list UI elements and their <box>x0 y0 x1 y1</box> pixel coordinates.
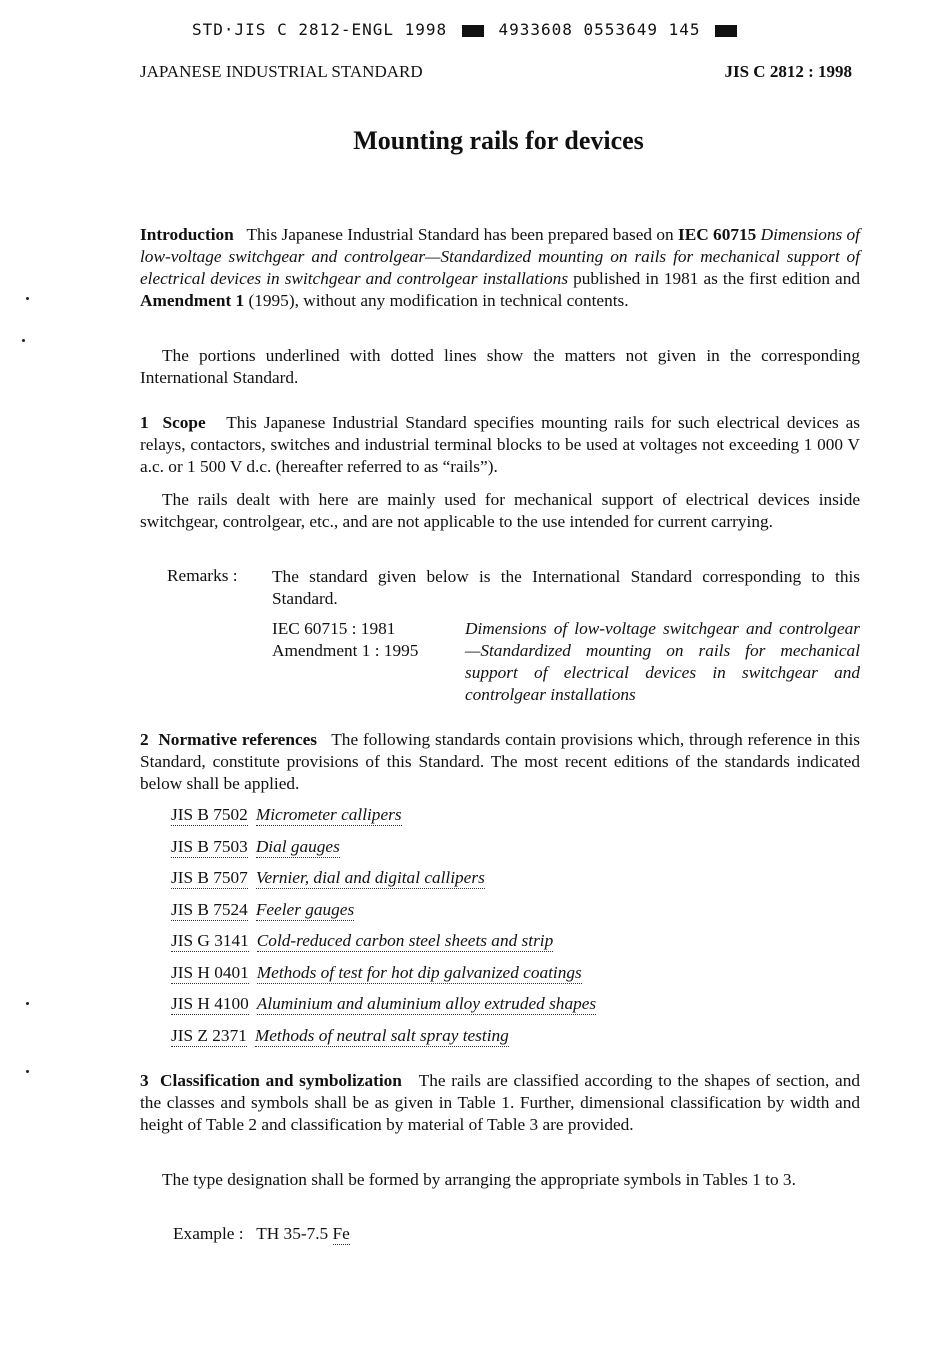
example-value: TH 35-7.5 <box>256 1224 329 1243</box>
intro-iec: IEC 60715 <box>678 225 757 244</box>
scope-paragraph-2: The rails dealt with here are mainly used for mechanical support of electrical devices inside switchgear, controlgear, etc., and are not applicable to the use intended for current carrying. <box>140 490 860 531</box>
remarks-ref-code-1: IEC 60715 : 1981 <box>272 619 396 638</box>
reference-item <box>171 1026 509 1046</box>
intro-text-2: published in 1981 as the first edition and <box>573 269 860 288</box>
reference-item <box>171 837 340 857</box>
reference-item <box>171 868 485 888</box>
reference-title: Methods of neutral salt spray testing <box>254 1026 509 1045</box>
reference-title: Aluminium and aluminium alloy extruded shapes <box>256 994 597 1013</box>
intro-amendment: Amendment 1 <box>140 291 245 310</box>
intro-text-1: This Japanese Industrial Standard has been prepared based on <box>246 225 674 244</box>
reference-item <box>171 963 582 983</box>
stamp-text-1: STD·JIS C 2812-ENGL 1998 <box>192 20 448 39</box>
scan-speck <box>22 339 25 342</box>
intro-paragraph-2: The portions underlined with dotted lines show the matters not given in the corresponding International Standard. <box>140 346 860 387</box>
reference-item <box>171 994 596 1014</box>
reference-code: JIS H 4100 <box>171 994 249 1013</box>
intro-iec-title: Dimensions of low-voltage switchgear and controlgear—Standardized mounting on rails for mechanical support of electrical devices in switchgear and controlgear installations <box>140 225 860 288</box>
reference-item <box>171 805 402 825</box>
normative-paragraph <box>140 729 860 795</box>
classification-paragraph <box>140 1070 860 1136</box>
reference-title: Methods of test for hot dip galvanized coatings <box>256 963 582 982</box>
reference-code: JIS B 7524 <box>171 900 248 919</box>
reference-code: JIS B 7503 <box>171 837 248 856</box>
classification-heading: Classification and symbolization <box>160 1071 402 1090</box>
classification-paragraph-2: The type designation shall be formed by arranging the appropriate symbols in Tables 1 to 3. <box>162 1170 796 1189</box>
example-suffix: Fe <box>332 1224 350 1243</box>
header-left: JAPANESE INDUSTRIAL STANDARD <box>140 62 423 81</box>
reference-code: JIS B 7502 <box>171 805 248 824</box>
normative-text: The following standards contain provisions which, through reference in this Standard, constitute provisions of this Standard. The most recent editions of the standards indicated below shall be applied. <box>140 730 861 793</box>
scope-number: 1 <box>140 413 149 432</box>
remarks-ref-title: Dimensions of low-voltage switchgear and controlgear—Standardized mounting on rails for mechanical support of electrical devices in switchgear and controlgear installations <box>465 619 860 704</box>
document-stamp <box>192 20 741 39</box>
reference-title: Feeler gauges <box>255 900 355 919</box>
stamp-block-2 <box>715 25 737 37</box>
reference-item <box>171 931 553 951</box>
intro-paragraph <box>140 224 860 312</box>
stamp-text-2: 4933608 0553649 145 <box>498 20 701 39</box>
header-right: JIS C 2812 : 1998 <box>724 62 852 81</box>
reference-code: JIS B 7507 <box>171 868 248 887</box>
example-line <box>173 1224 350 1244</box>
scope-heading: Scope <box>162 413 206 432</box>
example-label: Example : <box>173 1224 244 1243</box>
stamp-block-1 <box>462 25 484 37</box>
scan-speck <box>26 1070 29 1073</box>
classification-number: 3 <box>140 1071 149 1090</box>
intro-text-3: (1995), without any modification in technical contents. <box>248 291 629 310</box>
scope-paragraph <box>140 412 860 478</box>
reference-item <box>171 900 354 920</box>
remarks-text: The standard given below is the International Standard corresponding to this Standard. <box>272 567 860 608</box>
classification-text: The rails are classified according to the shapes of section, and the classes and symbols shall be as given in Table 1. Further, dimensional classification by width and height of Table 2 and classification by material of Table 3 are provided. <box>140 1071 860 1134</box>
reference-title: Micrometer callipers <box>255 805 402 824</box>
scan-speck <box>26 297 29 300</box>
scan-speck <box>26 1002 29 1005</box>
reference-code: JIS Z 2371 <box>171 1026 247 1045</box>
reference-title: Cold-reduced carbon steel sheets and strip <box>256 931 554 950</box>
normative-heading: Normative references <box>158 730 318 749</box>
reference-code: JIS H 0401 <box>171 963 249 982</box>
reference-title: Vernier, dial and digital callipers <box>255 868 485 887</box>
remarks-ref-code-2: Amendment 1 : 1995 <box>272 641 419 660</box>
reference-code: JIS G 3141 <box>171 931 249 950</box>
reference-title: Dial gauges <box>255 837 340 856</box>
remarks-label: Remarks : <box>167 566 238 585</box>
normative-number: 2 <box>140 730 149 749</box>
scope-text: This Japanese Industrial Standard specifies mounting rails for such electrical devices as relays, contactors, switches and industrial terminal blocks to be used at voltages not exceeding 1 000 V a.c. or 1 500 V d.c. (hereafter referred to as “rails”). <box>140 413 860 476</box>
page-title: Mounting rails for devices <box>353 126 644 155</box>
intro-heading: Introduction <box>140 225 234 244</box>
